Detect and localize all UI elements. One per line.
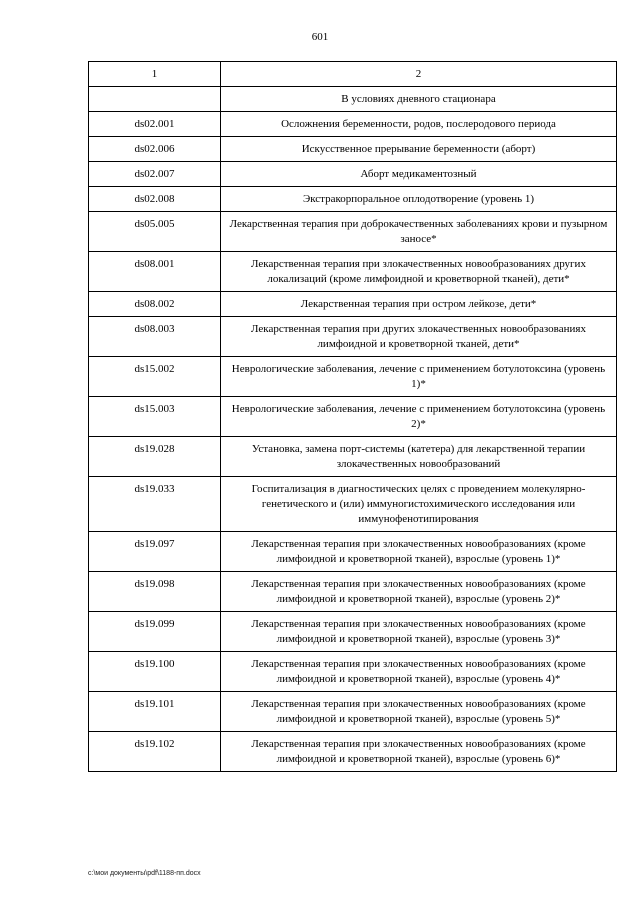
table-row — [89, 532, 617, 572]
row-name-cell: Лекарственная терапия при злокачественных новообразованиях (кроме лимфоидной и кроветворной тканей), взрослые (уровень 3)* — [221, 612, 617, 652]
row-name-cell: Осложнения беременности, родов, послеродового периода — [221, 112, 617, 137]
row-name-cell: Лекарственная терапия при злокачественных новообразованиях (кроме лимфоидной и кроветворной тканей), взрослые (уровень 1)* — [221, 532, 617, 572]
row-code-cell: ds19.097 — [89, 532, 221, 572]
header-cell-code: 1 — [89, 62, 221, 87]
table-row — [89, 212, 617, 252]
section-empty-cell — [89, 87, 221, 112]
table-row — [89, 137, 617, 162]
row-code-cell: ds02.008 — [89, 187, 221, 212]
table-row — [89, 437, 617, 477]
row-name-cell: Лекарственная терапия при остром лейкозе, дети* — [221, 292, 617, 317]
table-row — [89, 292, 617, 317]
row-code-cell: ds15.003 — [89, 397, 221, 437]
row-code-cell: ds19.028 — [89, 437, 221, 477]
table-row — [89, 692, 617, 732]
table-row — [89, 112, 617, 137]
table-row — [89, 252, 617, 292]
table-row — [89, 162, 617, 187]
row-name-cell: Неврологические заболевания, лечение с применением ботулотоксина (уровень 1)* — [221, 357, 617, 397]
table-row — [89, 652, 617, 692]
row-name-cell: Аборт медикаментозный — [221, 162, 617, 187]
table-row — [89, 572, 617, 612]
row-name-cell: Неврологические заболевания, лечение с применением ботулотоксина (уровень 2)* — [221, 397, 617, 437]
section-row — [89, 87, 617, 112]
row-name-cell: Лекарственная терапия при злокачественных новообразованиях (кроме лимфоидной и кроветворной тканей), взрослые (уровень 5)* — [221, 692, 617, 732]
row-code-cell: ds02.006 — [89, 137, 221, 162]
row-name-cell: Установка, замена порт-системы (катетера) для лекарственной терапии злокачественных новообразований — [221, 437, 617, 477]
row-code-cell: ds02.007 — [89, 162, 221, 187]
row-name-cell: Лекарственная терапия при злокачественных новообразованиях (кроме лимфоидной и кроветворной тканей), взрослые (уровень 2)* — [221, 572, 617, 612]
table-row — [89, 397, 617, 437]
row-code-cell: ds19.033 — [89, 477, 221, 532]
row-code-cell: ds05.005 — [89, 212, 221, 252]
table-row — [89, 732, 617, 772]
row-name-cell: Лекарственная терапия при доброкачественных заболеваниях крови и пузырном заносе* — [221, 212, 617, 252]
row-name-cell: Лекарственная терапия при злокачественных новообразованиях (кроме лимфоидной и кроветворной тканей), взрослые (уровень 4)* — [221, 652, 617, 692]
section-title: В условиях дневного стационара — [221, 87, 617, 112]
row-code-cell: ds08.003 — [89, 317, 221, 357]
page-number: 601 — [311, 31, 329, 43]
footer-file-path: c:\мои документы\pdf\1188-пп.docx — [88, 870, 201, 877]
header-cell-name: 2 — [221, 62, 617, 87]
row-code-cell: ds08.002 — [89, 292, 221, 317]
table-row — [89, 612, 617, 652]
row-code-cell: ds19.100 — [89, 652, 221, 692]
table-row — [89, 317, 617, 357]
row-code-cell: ds19.101 — [89, 692, 221, 732]
row-code-cell: ds19.098 — [89, 572, 221, 612]
row-name-cell: Искусственное прерывание беременности (аборт) — [221, 137, 617, 162]
row-name-cell: Лекарственная терапия при других злокачественных новообразованиях лимфоидной и кроветворной тканей, дети* — [221, 317, 617, 357]
row-code-cell: ds19.102 — [89, 732, 221, 772]
row-code-cell: ds08.001 — [89, 252, 221, 292]
table-row — [89, 187, 617, 212]
row-name-cell: Лекарственная терапия при злокачественных новообразованиях (кроме лимфоидной и кроветворной тканей), взрослые (уровень 6)* — [221, 732, 617, 772]
table-row — [89, 357, 617, 397]
row-name-cell: Экстракорпоральное оплодотворение (уровень 1) — [221, 187, 617, 212]
table-header-row — [89, 62, 617, 87]
row-code-cell: ds15.002 — [89, 357, 221, 397]
row-code-cell: ds19.099 — [89, 612, 221, 652]
row-name-cell: Госпитализация в диагностических целях с проведением молекулярно-генетического и (или) иммуногистохимического исследования или иммунофенотипирования — [221, 477, 617, 532]
row-code-cell: ds02.001 — [89, 112, 221, 137]
table-row — [89, 477, 617, 532]
row-name-cell: Лекарственная терапия при злокачественных новообразованиях других локализаций (кроме лимфоидной и кроветворной тканей), дети* — [221, 252, 617, 292]
tariff-table — [88, 61, 617, 772]
